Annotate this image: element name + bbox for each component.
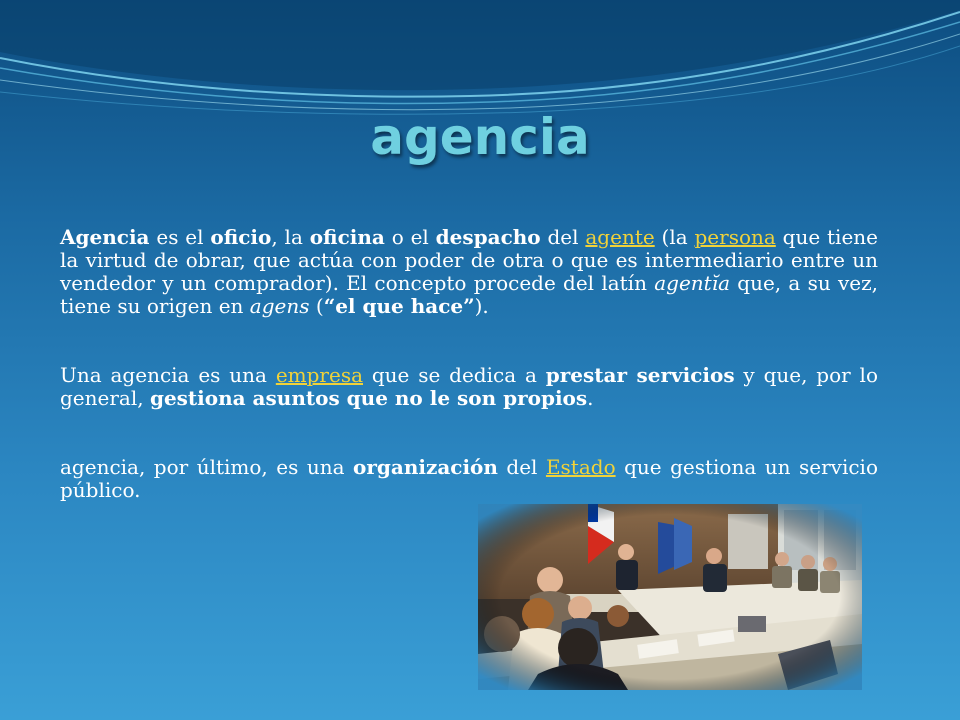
text-fragment: y que, por lo general, — [60, 363, 878, 410]
paragraph-definition — [60, 226, 878, 318]
term-agencia: Agencia — [60, 225, 150, 249]
text-fragment: que tiene la virtud de obrar, que actúa con poder de otra o que es intermediario entre un vendedor y un comprador). El concepto procede del latín — [60, 225, 878, 295]
text-fragment: agencia, por último, es una — [60, 455, 353, 479]
text-fragment: o el — [384, 225, 436, 249]
paragraph-estado — [60, 456, 878, 502]
link-estado[interactable]: Estado — [545, 455, 616, 479]
text-fragment: del — [540, 225, 586, 249]
text-fragment: . — [587, 386, 594, 410]
text-fragment: Una agencia es una — [60, 363, 276, 387]
text-fragment: ). — [474, 294, 489, 318]
text-fragment: que, a su vez, tiene su origen en — [60, 271, 879, 318]
slide-body — [60, 226, 878, 502]
link-empresa[interactable]: empresa — [275, 363, 363, 387]
text-fragment: que gestiona un servicio público. — [60, 455, 878, 502]
text-fragment: (la — [654, 225, 695, 249]
text-fragment: , la — [271, 225, 310, 249]
text-fragment: ( — [309, 294, 324, 318]
meeting-photo — [478, 504, 862, 690]
link-persona[interactable]: persona — [694, 225, 776, 249]
term-despacho: despacho — [435, 225, 541, 249]
link-agente[interactable]: agente — [585, 225, 655, 249]
term-agens: agens — [249, 294, 310, 318]
text-fragment: del — [497, 455, 546, 479]
slide-title: agencia — [370, 108, 590, 166]
term-gestiona-asuntos: gestiona asuntos que no le son propios — [149, 386, 588, 410]
paragraph-empresa — [60, 364, 878, 410]
term-prestar-servicios: prestar servicios — [545, 363, 735, 387]
quote-el-que-hace: “el que hace” — [323, 294, 475, 318]
term-oficina: oficina — [309, 225, 385, 249]
term-organizacion: organización — [353, 455, 498, 479]
text-fragment: que se dedica a — [363, 363, 546, 387]
decorative-waves — [0, 0, 960, 120]
term-agentia: agentĭa — [654, 271, 731, 295]
text-fragment: es el — [149, 225, 211, 249]
term-oficio: oficio — [210, 225, 272, 249]
